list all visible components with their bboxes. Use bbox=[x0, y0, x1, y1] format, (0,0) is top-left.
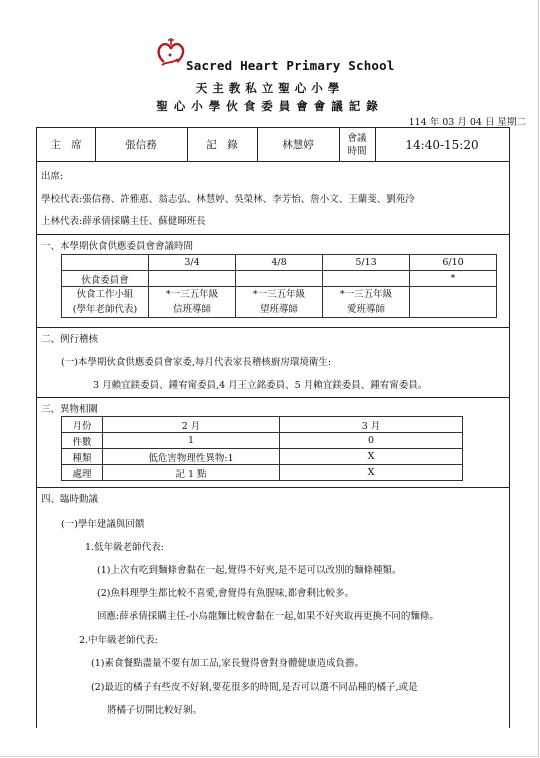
table-row bbox=[62, 417, 463, 433]
lower-grade-reply: 回應:薛承倩採購主任-小烏龍麵比較會黏在一起,如果不好夾取再更換不同的麵條。 bbox=[97, 611, 439, 622]
middle-grade-item2-cont: 將橘子切開比較好剝。 bbox=[107, 705, 203, 716]
meeting-date: 114 年 03 月 04 日 星期二 bbox=[408, 117, 526, 128]
header-cell: 月份 bbox=[62, 417, 103, 433]
schedule-cell-line1: *一三五年級 bbox=[165, 289, 219, 300]
table-cell bbox=[410, 287, 497, 318]
table-cell bbox=[149, 271, 236, 287]
school-name-chinese: 天主教私立聖心小學 bbox=[195, 81, 345, 95]
schedule-cell-line1: *一三五年級 bbox=[339, 289, 393, 300]
table-cell: 低危害物理性異物:1 bbox=[103, 449, 280, 465]
header-cell: 2 月 bbox=[103, 417, 280, 433]
row-label: 件數 bbox=[62, 433, 103, 449]
sacred-heart-logo-icon bbox=[156, 38, 186, 68]
lower-grade-item1: (1)上次有吃到麵條會黏在一起,覺得不好夾,是不是可以改別的麵條種類。 bbox=[97, 565, 402, 576]
table-row bbox=[62, 255, 497, 271]
schedule-cell-line2: 信班導師 bbox=[172, 304, 211, 315]
attendees-school: 學校代表:張信務、許雅惠、翁志弘、林慧婷、吳榮林、李芳怡、詹小文、王蘭斐、劉苑泠 bbox=[41, 194, 415, 205]
section2-line1: (一)本學期伙食供應委員會家委,每月代表家長稽核廚房環境衛生: bbox=[61, 357, 332, 368]
table-cell: 0 bbox=[280, 433, 463, 449]
divider bbox=[37, 487, 509, 488]
date-cell: 6/10 bbox=[410, 255, 497, 271]
attendees-label: 出席: bbox=[41, 171, 64, 182]
meeting-time: 14:40-15:20 bbox=[405, 137, 479, 152]
meeting-schedule-table bbox=[61, 254, 497, 318]
divider bbox=[37, 327, 509, 328]
document-title: 聖心小學伙食委員會會議記錄 bbox=[156, 99, 384, 113]
table-row bbox=[62, 287, 497, 318]
table-cell bbox=[323, 271, 410, 287]
date-cell: 4/8 bbox=[236, 255, 323, 271]
meeting-time-label-line2: 時間 bbox=[347, 145, 367, 157]
section4-sub1: (一)學年建議與回饋 bbox=[61, 519, 145, 530]
date-cell: 3/4 bbox=[149, 255, 236, 271]
recorder-name: 林慧婷 bbox=[257, 128, 340, 161]
lower-grade-heading: 1.低年級老師代表: bbox=[85, 542, 164, 553]
schedule-cell bbox=[236, 287, 323, 318]
attendees-vendor: 上林代表:薛承倩採購主任、蘇健暉班長 bbox=[41, 216, 206, 227]
row-label: 種類 bbox=[62, 449, 103, 465]
divider bbox=[37, 234, 509, 235]
row-label-line2: (學年老師代表) bbox=[72, 304, 138, 315]
foreign-object-table bbox=[61, 416, 463, 481]
table-cell: 記 1 點 bbox=[103, 465, 280, 481]
recorder-label: 記 錄 bbox=[187, 128, 258, 161]
middle-grade-item2: (2)最近的橘子有些皮不好剝,要花很多的時間,是否可以選不同品種的橘子,或是 bbox=[91, 682, 418, 693]
lower-grade-item2: (2)魚料理學生都比較不喜愛,會覺得有魚腥味,都會剩比較多。 bbox=[97, 588, 354, 599]
schedule-cell-line2: 望班導師 bbox=[259, 304, 298, 315]
table-row bbox=[62, 465, 463, 481]
date-cell: 5/13 bbox=[323, 255, 410, 271]
table-cell bbox=[62, 255, 149, 271]
table-cell bbox=[236, 271, 323, 287]
chair-name: 張信務 bbox=[95, 128, 188, 161]
schedule-cell-line1: *一三五年級 bbox=[252, 289, 306, 300]
table-cell: X bbox=[280, 465, 463, 481]
section4-heading: 四、臨時動議 bbox=[41, 494, 99, 505]
schedule-cell bbox=[149, 287, 236, 318]
header-cell: 3 月 bbox=[280, 417, 463, 433]
schedule-cell bbox=[323, 287, 410, 318]
table-row bbox=[62, 271, 497, 287]
row-label-line1: 伙食工作小組 bbox=[76, 289, 134, 300]
table-cell: 1 bbox=[103, 433, 280, 449]
row-label: 處理 bbox=[62, 465, 103, 481]
school-name-english: Sacred Heart Primary School bbox=[186, 58, 395, 73]
row-label: 伙食委員會 bbox=[62, 271, 149, 287]
table-row bbox=[62, 433, 463, 449]
section2-line2: 3 月賴宜鎂委員、鍾宥甯委員,4 月王立銘委員、5 月賴宜鎂委員、鍾宥甯委員。 bbox=[93, 380, 428, 391]
chair-label: 主 席 bbox=[37, 128, 96, 161]
divider bbox=[37, 397, 509, 398]
middle-grade-item1: (1)素食餐點盡量不要有加工品,家長覺得會對身體健康造成負擔。 bbox=[91, 658, 364, 669]
table-cell: X bbox=[280, 449, 463, 465]
section3-heading: 三、異物相關 bbox=[41, 404, 99, 415]
row-label bbox=[62, 287, 149, 318]
meeting-time-label bbox=[339, 128, 376, 161]
meeting-info-row bbox=[37, 128, 509, 162]
section2-heading: 二、例行稽核 bbox=[41, 334, 99, 345]
section1-heading: 一、本學期伙食供應委員會會議時間 bbox=[41, 241, 194, 252]
schedule-cell-line2: 愛班導師 bbox=[346, 304, 385, 315]
minutes-frame bbox=[36, 127, 510, 728]
meeting-time-label-line1: 會議 bbox=[347, 132, 367, 144]
table-row bbox=[62, 449, 463, 465]
schedule-mark: * bbox=[410, 271, 497, 287]
middle-grade-heading: 2.中年級老師代表: bbox=[79, 635, 158, 646]
